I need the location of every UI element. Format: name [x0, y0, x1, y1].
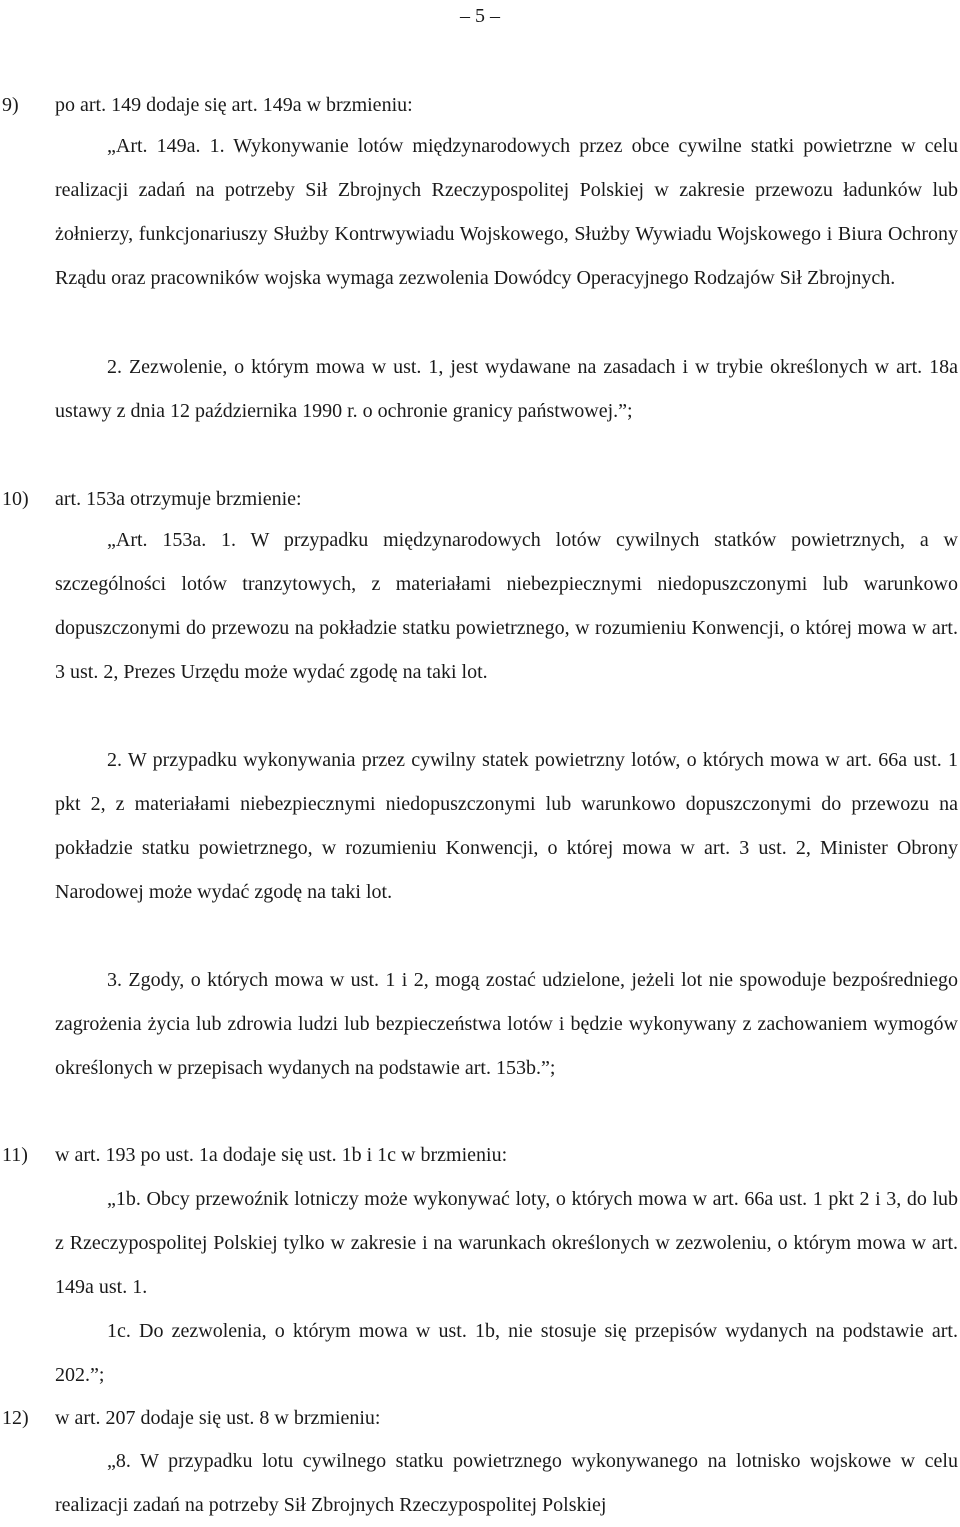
paragraph-art-193-1b: „1b. Obcy przewoźnik lotniczy może wykonywać loty, o których mowa w art. 66a ust. 1 pkt 2 i 3, do lub z Rzeczypospolitej Polskiej tylko w zakresie i na warunkach określonych w zezwoleniu, o którym mowa w art. 149a ust. 1. [55, 1188, 958, 1298]
item-intro: w art. 207 dodaje się ust. 8 w brzmieniu: [55, 1407, 381, 1429]
paragraph-art-153a-1: „Art. 153a. 1. W przypadku międzynarodowych lotów cywilnych statków powietrznych, a w szczególności lotów tranzytowych, z materiałami niebezpiecznymi niedopuszczonymi lub warunkowo dopuszczonymi do przewozu na pokładzie statku powietrznego, w rozumieniu Konwencji, o której mowa w art. 3 ust. 2, Prezes Urzędu może wydać zgodę na taki lot. [55, 529, 958, 683]
paragraph-art-153a-2: 2. W przypadku wykonywania przez cywilny statek powietrzny lotów, o których mowa w art. 66a ust. 1 pkt 2, z materiałami niebezpiecznymi niedopuszczonymi lub warunkowo dopuszczonymi do przewozu na pokładzie statku powietrznego, w rozumieniu Konwencji, o której mowa w art. 3 ust. 2, Minister Obrony Narodowej może wydać zgodę na taki lot. [55, 749, 958, 903]
paragraph-art-153a-3: 3. Zgody, o których mowa w ust. 1 i 2, mogą zostać udzielone, jeżeli lot nie spowoduje bezpośredniego zagrożenia życia lub zdrowia ludzi lub bezpieczeństwa lotów i będzie wykonywany z zachowaniem wymogów określonych w przepisach wydanych na podstawie art. 153b.”; [55, 969, 958, 1079]
item-intro: art. 153a otrzymuje brzmienie: [55, 488, 302, 510]
paragraph-art-149a-1: „Art. 149a. 1. Wykonywanie lotów międzynarodowych przez obce cywilne statki powietrzne w celu realizacji zadań na potrzeby Sił Zbrojnych Rzeczypospolitej Polskiej w zakresie przewozu ładunków lub żołnierzy, funkcjonariuszy Służby Kontrwywiadu Wojskowego, Służby Wywiadu Wojskowego i Biura Ochrony Rządu oraz pracowników wojska wymaga zezwolenia Dowódcy Operacyjnego Rodzajów Sił Zbrojnych. [55, 135, 958, 289]
item-number: 11) [2, 1144, 28, 1166]
paragraph-art-149a-2: 2. Zezwolenie, o którym mowa w ust. 1, jest wydawane na zasadach i w trybie określonych w art. 18a ustawy z dnia 12 października 1990 r. o ochronie granicy państwowej.”; [55, 356, 958, 422]
paragraph-art-207-8: „8. W przypadku lotu cywilnego statku powietrznego wykonywanego na lotnisko wojskowe w celu realizacji zadań na potrzeby Sił Zbrojnych Rzeczypospolitej Polskiej [55, 1450, 958, 1516]
item-intro: w art. 193 po ust. 1a dodaje się ust. 1b i 1c w brzmieniu: [55, 1144, 508, 1166]
item-number: 12) [2, 1407, 29, 1429]
page-number: – 5 – [460, 5, 500, 27]
item-number: 10) [2, 488, 29, 510]
paragraph-art-193-1c: 1c. Do zezwolenia, o którym mowa w ust. 1b, nie stosuje się przepisów wydanych na podstawie art. 202.”; [55, 1320, 958, 1386]
item-number: 9) [2, 94, 19, 116]
item-intro: po art. 149 dodaje się art. 149a w brzmieniu: [55, 94, 413, 116]
